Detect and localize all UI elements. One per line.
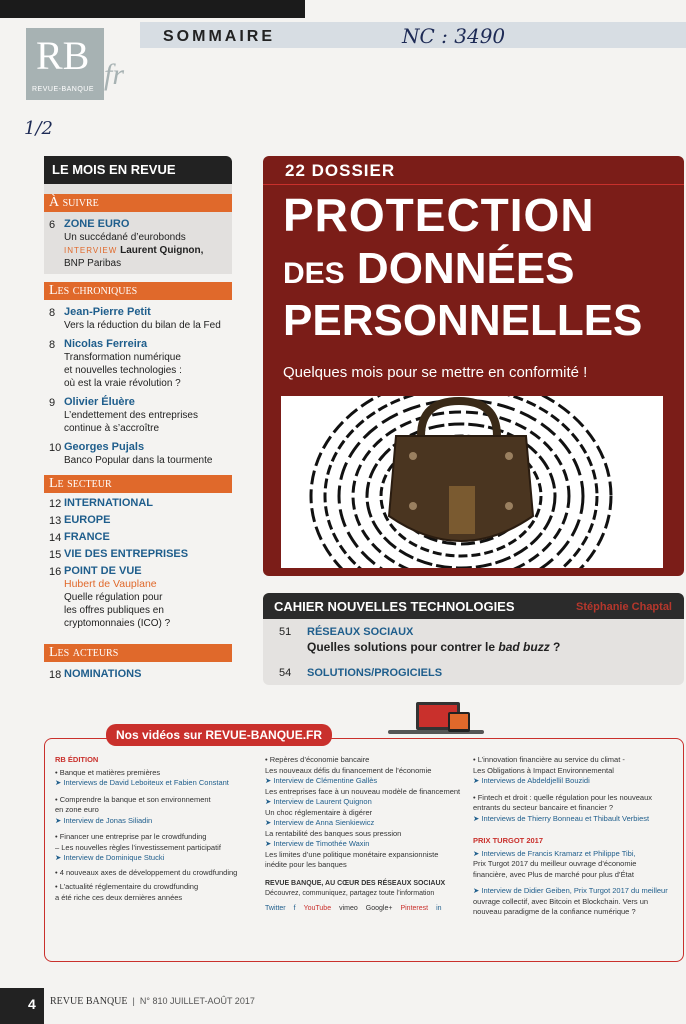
logo-fr: fr: [104, 58, 125, 91]
videos-panel: [44, 738, 684, 962]
category-secteur: Le secteur: [44, 475, 232, 493]
dossier-label: 22 DOSSIER: [285, 161, 396, 180]
list-item[interactable]: 6 ZONE EURO Un succédané d’eurobonds INTERVIEW Laurent Quignon, BNP Paribas: [49, 218, 204, 269]
cahier-panel[interactable]: [263, 593, 684, 685]
footer-publication: REVUE BANQUE | N° 810 JUILLET-AOÛT 2017: [50, 996, 255, 1007]
list-item[interactable]: 8 Jean-Pierre Petit Vers la réduction du bilan de la Fed: [49, 306, 221, 331]
category-a-suivre: À suivre: [44, 194, 232, 212]
category-acteurs: Les acteurs: [44, 644, 232, 662]
twitter-icon[interactable]: Twitter: [265, 904, 286, 912]
videos-col-1: RB ÉDITION • Banque et matières premières ➤ Interviews de David Leboiteux et Fabien Constant • Comprendre la banque et son environnement en zone euro ➤ Interview de Jonas Siliadin • Financer une entreprise par le crowdfunding – Les nouvelles règles l’investissement participatif ➤ Interview de Dominique Stucki • 4 nouveaux axes de développement du crowdfunding • L’actualité réglementaire du crowdfunding a été riche ces deux dernières années: [55, 755, 238, 902]
list-item[interactable]: 14 FRANCE: [49, 531, 110, 544]
list-item[interactable]: 9 Olivier Éluère L’endettement des entreprises continue à s’accroître: [49, 396, 198, 434]
fingerprint-padlock-image: [281, 396, 663, 568]
videos-col-3: • L’innovation financière au service du climat - Les Obligations à Impact Environnemental ➤ Interviews de Abdeldjellil Bouzidi • Fintech et droit : quelle régulation pour les nouveaux entrants du secteur bancaire et financier ? ➤ Interviews de Thierry Bonneau et Thibault Verbiest PRIX TURGOT 2017 ➤ Interviews de Francis Kramarz et Philippe Tibi, Prix Turgot 2017 du meilleur ouvrage d’économie financière, avec Plus de marché pour plus d’État ➤ Interview de Didier Geiben, Prix Turgot 2017 du meilleur ouvrage collectif, avec Bitcoin et Blockchain. Vers un nouveau paradigme de la confiance numérique ?: [473, 755, 668, 916]
section-title: LE MOIS EN REVUE: [44, 156, 232, 184]
dossier-subtitle: Quelques mois pour se mettre en conformité !: [283, 364, 588, 381]
page-title: SOMMAIRE: [163, 28, 275, 45]
videos-col-2: • Repères d’économie bancaire Les nouveaux défis du financement de l’économie ➤ Interview de Clémentine Gallès Les entreprises face à un nouveau modèle de financement ➤ Interview de Laurent Quignon Un choc réglementaire à digérer ➤ Interview de Anna Sienkiewicz La rentabilité des banques sous pression ➤ Interview de Timothée Waxin Les limites d’une politique monétaire expansionniste inédite pour les banques REVUE BANQUE, AU CŒUR DES RÉSEAUX SOCIAUX Découvrez, communiquez, partagez toute l’information Twitter f YouTube vimeo Google+ Pinterest in: [265, 755, 470, 914]
pinterest-icon[interactable]: Pinterest: [400, 904, 429, 912]
handwritten-page: 1/2: [24, 118, 53, 139]
rb-logo: [26, 28, 104, 100]
list-item[interactable]: 54 SOLUTIONS/PROGICIELS: [279, 667, 443, 679]
list-item[interactable]: 12 INTERNATIONAL: [49, 497, 154, 510]
list-item[interactable]: 8 Nicolas Ferreira Transformation numérique et nouvelles technologies : où est la vraie révolution ?: [49, 338, 182, 389]
vimeo-icon[interactable]: vimeo: [339, 904, 358, 912]
dossier-title-line2: DES DONNÉES: [283, 244, 575, 293]
dossier-title-line1: PROTECTION: [283, 189, 595, 241]
list-item[interactable]: 16 POINT DE VUE Hubert de Vauplane Quelle régulation pour les offres publiques en cryptomonnaies (ICO) ?: [49, 565, 171, 629]
logo-sub: REVUE-BANQUE: [32, 86, 95, 93]
list-item[interactable]: 15 VIE DES ENTREPRISES: [49, 548, 189, 561]
list-item[interactable]: 18 NOMINATIONS: [49, 668, 142, 681]
youtube-icon[interactable]: YouTube: [303, 904, 332, 912]
category-chroniques: Les chroniques: [44, 282, 232, 300]
list-item[interactable]: 51 RÉSEAUX SOCIAUX Quelles solutions pour contrer le bad buzz ?: [279, 626, 561, 654]
linkedin-icon[interactable]: in: [436, 904, 442, 912]
top-dark-bar: [0, 0, 305, 18]
dossier-rule: [263, 184, 684, 185]
facebook-icon[interactable]: f: [293, 904, 296, 912]
logo-rb: RB: [36, 33, 90, 78]
google-plus-icon[interactable]: Google+: [365, 904, 393, 912]
list-item[interactable]: 13 EUROPE: [49, 514, 111, 527]
a-suivre-block: [44, 184, 232, 274]
social-links: [265, 904, 470, 915]
mois-en-revue-column: [44, 156, 232, 681]
list-item[interactable]: 10 Georges Pujals Banco Popular dans la tourmente: [49, 441, 213, 466]
cahier-author: Stéphanie Chaptal: [576, 601, 672, 613]
page-number: 4: [0, 988, 44, 1024]
cahier-title: CAHIER NOUVELLES TECHNOLOGIES: [274, 599, 515, 614]
videos-pill[interactable]: Nos vidéos sur REVUE-BANQUE.FR: [106, 724, 332, 746]
dossier-panel[interactable]: [263, 156, 684, 576]
handwritten-number: NC : 3490: [402, 24, 506, 48]
dossier-title-line3: PERSONNELLES: [283, 296, 643, 345]
